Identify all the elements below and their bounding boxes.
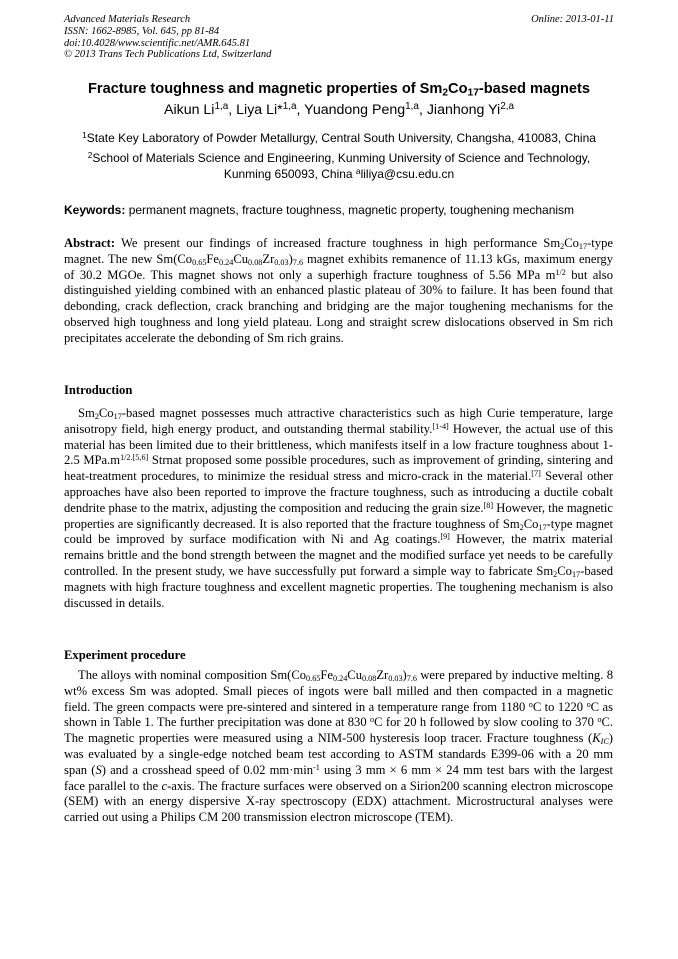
superscript: 1/2 [555, 267, 566, 277]
exp-text: ) [402, 668, 407, 682]
keywords-text: permanent magnets, fracture toughness, magnetic property, toughening mechanism [125, 203, 575, 217]
author-list: Aikun Li$^{1,a}$, Liya Li*$^{1,a}$, Yuandong Peng$^{1,a}$, Jianhong Yi$^{2,a}$ [163, 101, 514, 118]
subscript: 2 [560, 242, 565, 252]
experiment-heading: Experiment procedure [64, 648, 186, 662]
superscript: 1/2 [120, 453, 131, 463]
citation: [9] [440, 532, 450, 542]
subscript: 0.65 [192, 257, 207, 267]
affiliation-number: 1 [82, 129, 87, 140]
title-text: Co [448, 81, 468, 97]
exp-text: C to 1220 [532, 699, 587, 714]
superscript: o [597, 715, 602, 725]
subscript: 0.24 [332, 674, 348, 684]
subscript: 0.08 [248, 257, 263, 267]
intro-text: Co [523, 516, 539, 531]
italic-symbol: c [161, 778, 168, 793]
subscript: 0.65 [306, 674, 321, 684]
affiliation-1 [40, 130, 638, 146]
intro-text: However, the actual use of this material has been limited due to their brittleness, which manifests itself in a low fracture toughness about 1-2.5 MPa.m [64, 421, 613, 468]
exp-text: using 3 mm × 6 mm × 24 mm test bars with the largest face parallel to the [64, 762, 613, 793]
superscript: o [370, 715, 375, 725]
affiliation-text: School of Materials Science and Engineering, Kunming University of Science and Technology, [92, 151, 591, 165]
abstract-text: magnet exhibits remanence of 11.13 kGs, maximum energy of 30.2 MGOe. This magnet shows not only a superhigh fracture toughness of 5.56 MPa m [64, 251, 614, 282]
abstract-paragraph [64, 236, 613, 347]
exp-text: Fe [320, 668, 333, 682]
citation: [7] [531, 469, 541, 479]
introduction-paragraph [64, 406, 613, 611]
affiliation-2 [40, 150, 638, 182]
superscript: o [528, 699, 533, 709]
intro-text: Co [557, 563, 572, 578]
journal-header [64, 14, 271, 61]
keywords-line [64, 203, 624, 217]
exp-text: ) was evaluated by a single-edge notched beam test according to ASTM standards E399-06 with a 20 mm span ( [64, 731, 613, 777]
author-name: Yuandong Peng [304, 102, 406, 118]
exp-text: C for 20 h followed by slow cooling to 370 [374, 715, 598, 730]
intro-text: However, the matrix material remains brittle and the bond strength between the magnet and the modified surface yet needs to be carefully controlled. In the present study, we have successfully put forward a simple way to fabricate Sm [64, 532, 613, 578]
abstract-text: Fe [206, 251, 220, 266]
title-text: Fracture toughness and magnetic properties of Sm [87, 81, 443, 97]
exp-text: ) and a crosshead speed of 0.02 mm·min [101, 762, 313, 777]
copyright-line: © 2013 Trans Tech Publications Ltd, Switzerland [64, 49, 272, 61]
experiment-paragraph [64, 668, 613, 826]
affiliation-text: State Key Laboratory of Powder Metallurgy, Central South University, Changsha, 410083, China [86, 131, 596, 145]
abstract-text: -type magnet. The new Sm(Co [64, 236, 613, 266]
intro-text: Several other approaches have also been reported to improve the fracture toughness, such as introducing a ductile cobalt dendrite phase to the matrix, adjusting the composition and reducing the grain size. [64, 469, 613, 515]
subscript: 0.03 [274, 257, 289, 267]
paper-title [40, 81, 638, 97]
italic-symbol: K [592, 731, 601, 746]
affiliation-text: Kunming 650093, China [223, 167, 356, 181]
doi-line: doi:10.4028/www.scientific.net/AMR.645.81 [64, 37, 251, 49]
subscript: 17 [113, 412, 122, 422]
author-affiliation-mark: 2,a [500, 101, 514, 113]
exp-text: Cu [347, 668, 362, 682]
abstract-text: ) [288, 251, 293, 266]
subscript: 17 [538, 522, 547, 532]
title-subscript: 17 [467, 87, 479, 99]
email-address: liliya@csu.edu.cn [360, 167, 455, 181]
abstract-text: Co [564, 236, 579, 250]
introduction-heading: Introduction [64, 383, 133, 397]
abstract-text: Cu [233, 251, 249, 266]
abstract-text: but also distinguished yielding combined with an enhanced plastic plateau of 30% to failure. It has been found that debonding, crack deflection, crack branching and bridging are the major toughening mechanisms for the observed high toughness and long yield plateau. Long and straight screw dislocations observed in Sm rich precipitates accelerate the debonding of Sm rich grains. [64, 267, 613, 345]
affiliation-number: 2 [87, 149, 93, 160]
subscript: 2 [94, 412, 99, 422]
author-name: Aikun Li [163, 102, 215, 118]
exp-text: C as shown in Table 1. The further precipitation was done at 830 [64, 699, 613, 730]
author-name: Jianhong Yi [426, 102, 501, 118]
subscript: 2 [519, 522, 524, 532]
intro-text: However, the magnetic properties are significantly decreased. It is also reported that the fracture toughness of Sm [64, 500, 614, 531]
intro-text: Sm [78, 406, 95, 420]
citation: .[5,6] [130, 453, 149, 463]
subscript: 0.08 [362, 674, 377, 684]
online-date: Online: 2013-01-11 [531, 14, 614, 25]
intro-text: -based magnet possesses much attractive characteristics such as high Curie temperature, large anisotropy field, high energy product, and outstanding thermal stability. [64, 406, 613, 436]
exp-text: Zr [376, 668, 389, 682]
intro-text: -type magnet could be improved by surface modification with Ni and Ag coatings. [64, 516, 613, 547]
subscript: 17 [578, 242, 588, 252]
superscript: -1 [313, 762, 320, 772]
exp-text: were prepared by inductive melting. 8 wt% excess Sm was adopted. Small pieces of ingots were ball milled and then compacted in a magnetic field. The green compacts were pre-sintered and sintered in a temperature range from 1180 [64, 668, 613, 714]
exp-text: C. The magnetic properties were measured using a NIM-500 hysteresis loop tracer. Fracture toughness ( [64, 715, 613, 746]
exp-text: The alloys with nominal composition Sm(Co [78, 668, 307, 682]
title-subscript: 2 [442, 87, 449, 99]
subscript: 0.24 [219, 257, 234, 267]
journal-name: Advanced Materials Research [64, 14, 191, 25]
abstract-text: We present our findings of increased fracture toughness in high performance Sm [115, 236, 561, 250]
italic-symbol: S [95, 762, 102, 777]
author-name: Liya Li* [236, 102, 283, 118]
email-mark: a [355, 165, 361, 176]
exp-text: -axis. The fracture surfaces were observed on a Sirion200 scanning electron microscope (SEM) with an energy dispersive X-ray spectroscopy (EDX) attachment. Microstructural analyses were carried out using a Philips CM 200 transmission electron microscope (TEM). [64, 778, 614, 825]
author-affiliation-mark: 1,a [405, 101, 419, 113]
subscript: 7.6 [292, 257, 304, 267]
abstract-text: Zr [262, 251, 275, 266]
subscript: 2 [553, 570, 558, 580]
author-affiliation-mark: 1,a [214, 101, 229, 113]
subscript: 17 [571, 570, 581, 580]
intro-text: Strnat proposed some possible procedures, such as improvement of grinding, sintering and heat-treatment procedures, to minimize the residual stress and micro-crack in the material. [64, 453, 613, 484]
superscript: o [586, 699, 591, 709]
italic-subscript: IC [600, 737, 609, 747]
author-affiliation-mark: 1,a [282, 101, 297, 113]
abstract-label: Abstract: [64, 236, 116, 250]
citation: [1-4] [432, 421, 449, 431]
subscript: 7.6 [406, 674, 417, 684]
keywords-label: Keywords: [64, 203, 126, 217]
citation: [8] [483, 500, 494, 510]
subscript: 0.03 [388, 674, 403, 684]
intro-text: Co [98, 406, 114, 420]
intro-text: -based magnets with high fracture toughness and excellent magnetic properties. The toughening mechanism is also discussed in details. [64, 563, 613, 610]
issn-line: ISSN: 1662-8985, Vol. 645, pp 81-84 [64, 25, 220, 37]
title-text: -based magnets [478, 81, 590, 97]
